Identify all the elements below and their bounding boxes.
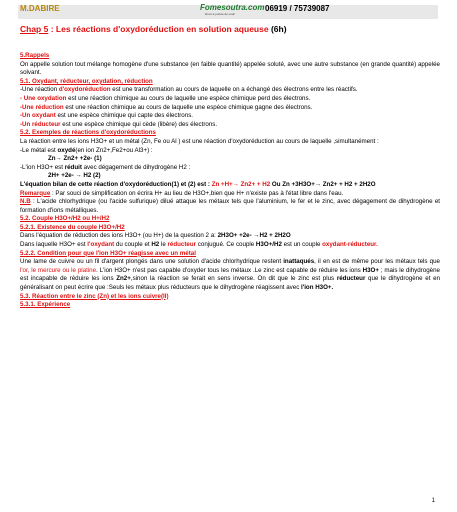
definition-oxydant: -Un oxydant est une espèce chimique qui capte des électrons. <box>20 112 194 120</box>
paragraph-reduction-equation: Dans l'équation de réduction des ions H3O+ (ou H+) de la question 2 a: 2H3O+ +2e- →H2 + 2H2O <box>20 232 291 240</box>
paragraph-couple-definition: Dans laquelle H3O+ est l'oxydant du couple et H2 le réducteur conjugué. Ce couple H3O+/H2 est un couple oxydant-réducteur. <box>20 241 378 249</box>
nota-bene: N.B : L'acide chlorhydrique (ou l'acide sulfurique) dilué attaque les métaux tels que l'aluminium, le fer et le zinc, avec dégagement de dihydrogène et formation d'ions métalliques. <box>20 198 440 214</box>
section-heading-5-3-1: 5.3.1. Expérience <box>20 301 71 309</box>
equation-1: Zn→ Zn2+ +2e- (1) <box>48 155 102 163</box>
definition-reduction: -Une réduction est une réaction chimique au cours de laquelle une espèce chimique gagne des électrons. <box>20 103 313 111</box>
paragraph-solution-definition: On appelle solution tout mélange homogène d'une substance (en faible quantité) appelée soluté, avec une autre substance (en grande quantité) appelée solvant. <box>20 60 440 77</box>
section-heading-5-2-1: 5.2.1. Existence du couple H3O+/H2 <box>20 223 125 231</box>
section-heading-5-3: 5.3. Réaction entre le zinc (Zn) et les ions cuivre(II) <box>20 292 169 300</box>
paragraph-condition-metal: Une lame de cuivre ou un fil d'argent plongés dans une solution d'acide chlorhydrique restent inattaqués, il en est de même pour les métaux tels que l'or, le mercure ou le platine. L'ion H3O+ n'est pas capable d'oxyder tous les métaux .Le zinc est capable de réduire les ions H3O+ ; mais le dihydrogène est incapable de réduire les ions Zn2+,sinon la réaction se ferait en sens inverse. On dit que le zinc est plus réducteur que le dihydrogène et en généralisant on peut écrire que :Seuls les métaux plus réducteurs que le dihydrogène réagissent avec l'ion H3O+. <box>20 258 440 292</box>
definition-oxydation: - Une oxydation est une réaction chimique au cours de laquelle une espèce chimique perd des électrons. <box>20 94 311 102</box>
equation-bilan: L'équation bilan de cette réaction d'oxydoréduction(1) et (2) est : Zn +H+→ Zn2+ + H2 Ou Zn +3H3O+→ Zn2+ + H2 + 2H2O <box>20 180 376 188</box>
section-heading-5: 5.Rappels <box>20 52 50 59</box>
header-phone: 06919 / 75739087 <box>265 4 330 13</box>
chapter-number: Chap 5 <box>20 24 49 34</box>
section-heading-5-2-2: 5.2.2. Condition pour que l'ion H3O+ réagisse avec un métal <box>20 249 196 257</box>
section-heading-5-2: 5.2. Exemples de réactions d'oxydoréductions <box>20 129 156 137</box>
paragraph-reaction-metal: La réaction entre les ions H3O+ et un métal (Zn, Fe ou Al ) est une réaction d'oxydoréduction au cours de laquelle ,simultanément : <box>20 137 379 145</box>
definition-reducteur: -Un réducteur est une espèce chimique qui cède (libère) des électrons. <box>20 120 218 128</box>
header-author: M.DABIRE <box>20 4 60 13</box>
paragraph-metal-oxyde: -Le métal est oxydé(en ion Zn2+,Fe2+ou Al3+) : <box>20 146 153 154</box>
document-body <box>20 52 440 310</box>
chapter-title-text: : Les réactions d'oxydoréduction en solution aqueuse <box>48 24 271 34</box>
page-number: 1 <box>431 498 435 504</box>
equation-2: 2H+ +2e- → H2 (2) <box>48 172 101 180</box>
section-heading-5-1: 5.1. Oxydant, réducteur, oxydation, réduction <box>20 77 153 85</box>
header-logo-tagline: Docs à portée de main <box>205 12 236 16</box>
header-logo: Fomesoutra.com <box>200 3 265 12</box>
paragraph-ion-reduit: -L'ion H3O+ est réduit avec dégagement de dihydrogène H2 : <box>20 163 191 171</box>
definition-oxydoreduction: -Une réaction d'oxydoréduction est une transformation au cours de laquelle on a échangé des électrons entre les réactifs. <box>20 86 358 94</box>
section-heading-couple: 5.2. Couple H3O+/H2 ou H+/H2 <box>20 215 110 223</box>
remarque: Remarque : Par souci de simplification on écrira H+ au lieu de H3O+,bien que H+ n'existe pas à l'état libre dans l'eau. <box>20 189 344 197</box>
chapter-hours: (6h) <box>270 24 287 34</box>
chapter-title <box>20 24 287 34</box>
